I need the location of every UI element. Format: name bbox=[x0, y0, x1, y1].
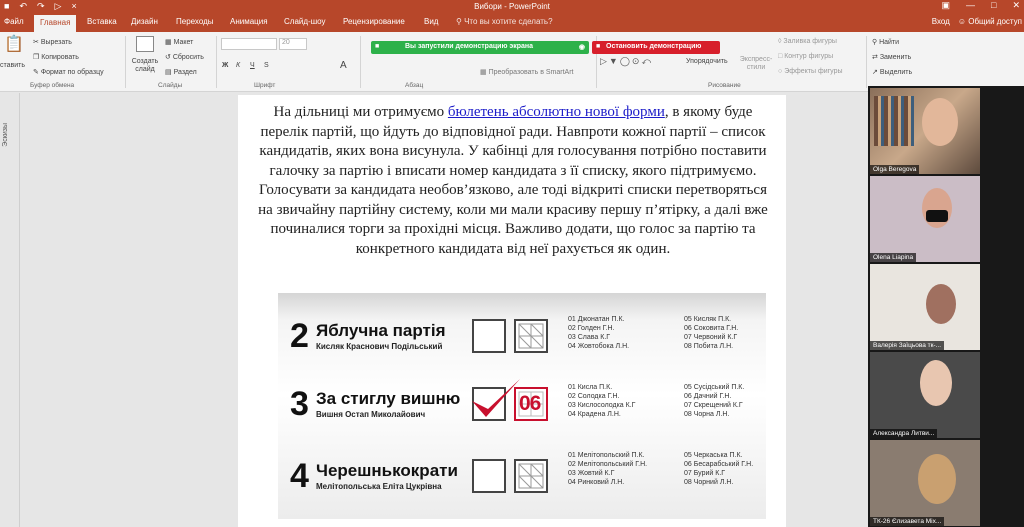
undo-icon[interactable]: ↶ bbox=[19, 1, 27, 11]
italic-button[interactable]: К bbox=[236, 62, 241, 69]
participant-tile-4[interactable] bbox=[870, 352, 980, 438]
ballot-link[interactable]: бюлетень абсолютно нової форми bbox=[447, 104, 665, 120]
font-group-label: Шрифт bbox=[254, 82, 276, 89]
shape-fill-button[interactable]: ◊ Заливка фигуры bbox=[778, 38, 837, 45]
candidate: 05 Сусідський П.К. bbox=[684, 384, 745, 391]
participant-tile-1[interactable] bbox=[870, 88, 980, 174]
shapes-gallery[interactable]: ▷▼◯⊙⤺ bbox=[600, 56, 654, 66]
party-name: Черешнькократи bbox=[316, 461, 458, 480]
cut-button[interactable]: ✂ Вырезать bbox=[33, 39, 72, 46]
candidate: 01 Кисла П.К. bbox=[568, 384, 613, 391]
candidate-list-left bbox=[568, 383, 635, 419]
ballot-party-2 bbox=[286, 311, 766, 371]
participant-name: ТК-26 Єлизавета Mix... bbox=[870, 517, 944, 526]
candidate-list-left bbox=[568, 451, 647, 487]
participant-face bbox=[926, 284, 956, 324]
tell-me-text: Что вы хотите сделать? bbox=[464, 17, 553, 26]
participant-face bbox=[922, 188, 952, 228]
ballot-party-4 bbox=[286, 451, 766, 511]
candidate: 05 Черкаська П.К. bbox=[684, 452, 743, 459]
candidate-list-right bbox=[684, 315, 738, 351]
tab-insert[interactable]: Вставка bbox=[87, 17, 117, 26]
tab-review[interactable]: Рецензирование bbox=[343, 17, 405, 26]
slides-group-label: Слайды bbox=[158, 82, 183, 89]
reset-button[interactable]: ↺ Сбросить bbox=[165, 54, 204, 61]
copy-button[interactable]: ❐ Копировать bbox=[33, 54, 79, 61]
candidate: 02 Солодка Г.Н. bbox=[568, 393, 620, 400]
tab-file[interactable]: Файл bbox=[4, 17, 24, 26]
candidate: 08 Чорний Л.Н. bbox=[684, 479, 734, 486]
tab-transitions[interactable]: Переходы bbox=[176, 17, 214, 26]
candidate: 02 Голден Г.Н. bbox=[568, 325, 615, 332]
candidate-list-right bbox=[684, 383, 744, 419]
candidate: 07 Бурий К.Г bbox=[684, 470, 726, 477]
paragraph-text-before: На дільниці ми отримуємо bbox=[273, 104, 448, 120]
select-button[interactable]: ↗ Выделить bbox=[872, 69, 913, 76]
title-bar bbox=[0, 0, 1024, 14]
candidate: 06 Соковита Г.Н. bbox=[684, 325, 739, 332]
party-leader: Вишня Остап Миколайович bbox=[316, 410, 426, 419]
candidate: 07 Скрещений К.Г bbox=[684, 402, 743, 409]
underline-button[interactable]: Ч bbox=[250, 62, 255, 69]
candidate-number-box bbox=[514, 319, 548, 353]
participant-name: Olena Liapina bbox=[870, 253, 916, 262]
thumbnails-label: Эскизы bbox=[2, 123, 9, 147]
participant-face bbox=[918, 454, 956, 504]
candidate: 01 Мелітопольский П.К. bbox=[568, 452, 645, 459]
font-color-icon[interactable]: A bbox=[340, 60, 347, 71]
participant-tile-3[interactable] bbox=[870, 264, 980, 350]
screen-share-status-text: Вы запустили демонстрацию экрана bbox=[405, 43, 534, 50]
arrange-button[interactable]: Упорядочить bbox=[686, 58, 728, 65]
slide-canvas[interactable] bbox=[238, 95, 786, 527]
participant-face bbox=[922, 98, 958, 146]
shape-effects-label: Эффекты фигуры bbox=[784, 68, 843, 75]
candidate: 03 Кислосолодка К.Г bbox=[568, 402, 636, 409]
section-button[interactable]: ▤ Раздел bbox=[165, 69, 197, 76]
redo-icon[interactable]: ↷ bbox=[36, 1, 45, 11]
candidate: 03 Слава К.Г bbox=[568, 334, 611, 341]
format-painter-label: Формат по образцу bbox=[40, 69, 104, 76]
signin-link[interactable]: Вход bbox=[931, 17, 950, 26]
party-checkbox bbox=[472, 459, 506, 493]
layout-label: Макет bbox=[173, 39, 194, 46]
candidate: 05 Кисляк П.К. bbox=[684, 316, 732, 323]
smartart-label: Преобразовать в SmartArt bbox=[488, 69, 574, 76]
format-icon[interactable]: × bbox=[71, 1, 77, 11]
paragraph-text-after: , в якому буде перелік партій, що йдуть до відповідної ради. Навпроти кожної партії – список кандидатів, яких вона висунула. У кабінці для голосування потрібно поставити галочку за партію і вписати номер кандидата з її списку, якого підтримуємо. Голосувати за кандидата необов’язково, але тоді відкриті списки перетворяться на звичайну партійну систему, коли ми мали красиву першу п’ятірку, а далі вже починалися торги за прохідні місця. Важливо додати, що голос за партію та конкретного кандидата від неї рахується як один. bbox=[258, 104, 768, 257]
share-green-icon: ■ bbox=[375, 43, 380, 50]
candidate: 07 Червоний К.Г bbox=[684, 334, 738, 341]
party-name: Яблучна партія bbox=[316, 321, 446, 340]
ballot-image bbox=[278, 293, 766, 519]
candidate: 01 Джонатан П.К. bbox=[568, 316, 625, 323]
party-leader: Кисляк Краснович Подільський bbox=[316, 342, 443, 351]
ribbon-tabs bbox=[0, 14, 1024, 32]
tab-animation[interactable]: Анимация bbox=[230, 17, 268, 26]
section-label: Раздел bbox=[173, 69, 197, 76]
strike-button[interactable]: S bbox=[264, 62, 269, 69]
ribbon-display-icon[interactable]: ▣ bbox=[941, 0, 951, 10]
select-label: Выделить bbox=[879, 69, 913, 76]
new-slide-button[interactable]: Создать слайд bbox=[131, 58, 159, 73]
replace-label: Заменить bbox=[879, 54, 912, 61]
participant-name: Olga Beregova bbox=[870, 165, 919, 174]
shield-icon: ◉ bbox=[578, 44, 585, 51]
participants-panel bbox=[868, 86, 1024, 527]
candidate: 08 Чорна Л.Н. bbox=[684, 411, 730, 418]
layout-button[interactable]: ▦ Макет bbox=[165, 39, 194, 46]
find-button[interactable]: ⚲ Найти bbox=[872, 39, 900, 46]
stop-share-button[interactable] bbox=[592, 41, 720, 54]
participant-name: Александра Литви... bbox=[870, 429, 937, 438]
share-button[interactable] bbox=[958, 17, 1022, 26]
tab-home[interactable]: Главная bbox=[34, 15, 76, 32]
ballot-party-3 bbox=[286, 379, 766, 439]
format-painter-button[interactable]: ✎ Формат по образцу bbox=[33, 69, 104, 76]
shape-fill-label: Заливка фигуры bbox=[783, 38, 837, 45]
font-name-box[interactable] bbox=[221, 38, 277, 50]
reset-label: Сбросить bbox=[172, 54, 204, 61]
drawing-group-label: Рисование bbox=[708, 82, 741, 89]
close-icon[interactable]: ✕ bbox=[1012, 0, 1020, 10]
stop-icon: ■ bbox=[596, 43, 601, 50]
cut-label: Вырезать bbox=[40, 39, 72, 46]
candidate: 04 Ринковий Л.Н. bbox=[568, 479, 625, 486]
smartart-button[interactable]: ▦ Преобразовать в SmartArt bbox=[480, 69, 574, 76]
slide-paragraph bbox=[258, 103, 768, 259]
copy-label: Копировать bbox=[41, 54, 79, 61]
candidate: 04 Крадена Л.Н. bbox=[568, 411, 621, 418]
minimize-icon[interactable]: — bbox=[966, 0, 976, 10]
candidate: 08 Побита Л.Н. bbox=[684, 343, 734, 350]
replace-button[interactable]: ⇄ Заменить bbox=[872, 54, 912, 61]
bold-button[interactable]: Ж bbox=[222, 62, 229, 69]
candidate: 06 Бесарабський Г.Н. bbox=[684, 461, 754, 468]
candidate-number-box bbox=[514, 387, 548, 421]
candidate: 02 Мелітопольський Г.Н. bbox=[568, 461, 648, 468]
tab-slideshow[interactable]: Слайд-шоу bbox=[284, 17, 326, 26]
party-number: 3 bbox=[290, 385, 309, 423]
tell-me-box[interactable]: ⚲ Что вы хотите сделать? bbox=[456, 17, 553, 26]
party-leader: Мелітопольська Еліта Цукрівна bbox=[316, 482, 442, 491]
share-label: Общий доступ bbox=[968, 17, 1022, 26]
candidate-number-box bbox=[514, 459, 548, 493]
thumbnails-panel[interactable] bbox=[0, 93, 20, 527]
find-label: Найти bbox=[879, 39, 900, 46]
window-title: Вибори - PowerPoint bbox=[474, 2, 550, 11]
candidate-list-right bbox=[684, 451, 753, 487]
maximize-icon[interactable]: □ bbox=[991, 0, 997, 10]
shape-outline-button[interactable]: □ Контур фигуры bbox=[778, 53, 834, 60]
paste-button[interactable]: ставить bbox=[0, 62, 26, 69]
paste-icon[interactable]: 📋 bbox=[4, 36, 24, 53]
party-number: 2 bbox=[290, 317, 309, 355]
bookshelf bbox=[874, 96, 914, 146]
written-candidate-number: 06 bbox=[519, 392, 541, 415]
party-number: 4 bbox=[290, 457, 309, 495]
shape-outline-label: Контур фигуры bbox=[784, 53, 834, 60]
screen-share-status-bar bbox=[371, 41, 589, 54]
participant-name: Валерія Заїцьова тк-... bbox=[870, 341, 944, 350]
paragraph-group-label: Абзац bbox=[405, 82, 424, 89]
party-name: За стиглу вишню bbox=[316, 389, 461, 408]
slideshow-start-icon[interactable]: ▷ bbox=[54, 1, 62, 11]
quick-styles-button[interactable]: Экспресс-стили bbox=[739, 56, 773, 71]
candidate-list-left bbox=[568, 315, 629, 351]
participant-tile-2[interactable] bbox=[870, 176, 980, 262]
font-size-box[interactable]: 20 bbox=[279, 38, 307, 50]
shape-effects-button[interactable]: ○ Эффекты фигуры bbox=[778, 68, 843, 75]
participant-face bbox=[920, 360, 952, 406]
tab-view[interactable]: Вид bbox=[424, 17, 439, 26]
save-icon[interactable]: ■ bbox=[4, 1, 10, 11]
user-icon: ☺ bbox=[957, 17, 967, 26]
candidate: 06 Дачний Г.Н. bbox=[684, 393, 732, 400]
participant-tile-5[interactable] bbox=[870, 440, 980, 526]
clipboard-group-label: Буфер обмена bbox=[30, 82, 75, 89]
face-mask bbox=[926, 210, 948, 222]
new-slide-icon[interactable] bbox=[136, 36, 154, 52]
party-checkbox bbox=[472, 387, 506, 421]
tab-design[interactable]: Дизайн bbox=[131, 17, 158, 26]
party-checkbox bbox=[472, 319, 506, 353]
candidate: 03 Жовтий К.Г bbox=[568, 470, 615, 477]
stop-share-label: Остановить демонстрацию bbox=[606, 43, 702, 50]
candidate: 04 Жовтобока Л.Н. bbox=[568, 343, 630, 350]
